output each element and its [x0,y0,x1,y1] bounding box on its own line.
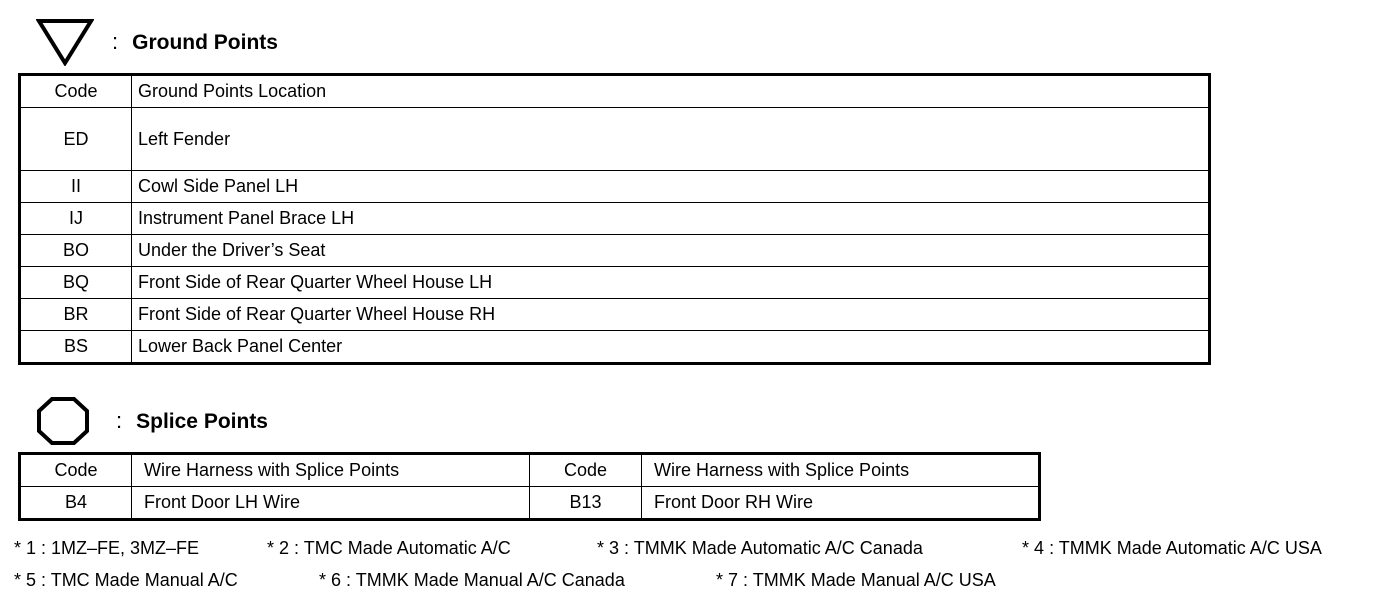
splice-points-title: Splice Points [136,409,268,433]
ground-location: Front Side of Rear Quarter Wheel House RH [132,299,1210,331]
splice-code: B13 [530,487,642,520]
ground-location: Front Side of Rear Quarter Wheel House LH [132,267,1210,299]
ground-code: BR [20,299,132,331]
table-row [20,299,1210,331]
footnote: * 6 : TMMK Made Manual A/C Canada [319,570,625,590]
splice-separator: : [116,408,123,433]
splice-harness: Front Door LH Wire [132,487,530,520]
table-row [20,171,1210,203]
ground-points-title: Ground Points [132,30,278,54]
footnote: * 3 : TMMK Made Automatic A/C Canada [597,538,923,558]
footnote: * 4 : TMMK Made Automatic A/C USA [1022,538,1322,558]
table-row [20,235,1210,267]
ground-code: BS [20,331,132,364]
footnote: * 5 : TMC Made Manual A/C [14,570,238,590]
code-header: Code [20,75,132,108]
ground-code: BQ [20,267,132,299]
ground-location: Under the Driver’s Seat [132,235,1210,267]
table-row [20,487,1040,520]
harness-header: Wire Harness with Splice Points [132,454,530,487]
splice-code: B4 [20,487,132,520]
splice-points-table [18,452,1041,521]
footnote: * 2 : TMC Made Automatic A/C [267,538,511,558]
splice-octagon-icon [36,396,90,446]
splice-points-heading [36,396,268,446]
location-header: Ground Points Location [132,75,1210,108]
table-row [20,203,1210,235]
ground-location: Instrument Panel Brace LH [132,203,1210,235]
footnote: * 1 : 1MZ–FE, 3MZ–FE [14,538,200,558]
code-header: Code [530,454,642,487]
splice-harness: Front Door RH Wire [642,487,1040,520]
ground-points-heading [36,18,278,66]
table-header-row [20,75,1210,108]
ground-code: BO [20,235,132,267]
ground-code: IJ [20,203,132,235]
code-header: Code [20,454,132,487]
table-row [20,108,1210,171]
table-row [20,267,1210,299]
ground-location: Cowl Side Panel LH [132,171,1210,203]
ground-triangle-icon [36,18,94,66]
table-header-row [20,454,1040,487]
ground-code: II [20,171,132,203]
ground-location: Lower Back Panel Center [132,331,1210,364]
ground-points-table [18,73,1211,365]
ground-separator: : [112,29,119,54]
ground-code: ED [20,108,132,171]
table-row [20,331,1210,364]
footnote: * 7 : TMMK Made Manual A/C USA [716,570,996,590]
ground-location: Left Fender [132,108,1210,171]
footnotes-line-1 [14,538,1322,559]
harness-header: Wire Harness with Splice Points [642,454,1040,487]
footnotes-line-2 [14,570,996,591]
